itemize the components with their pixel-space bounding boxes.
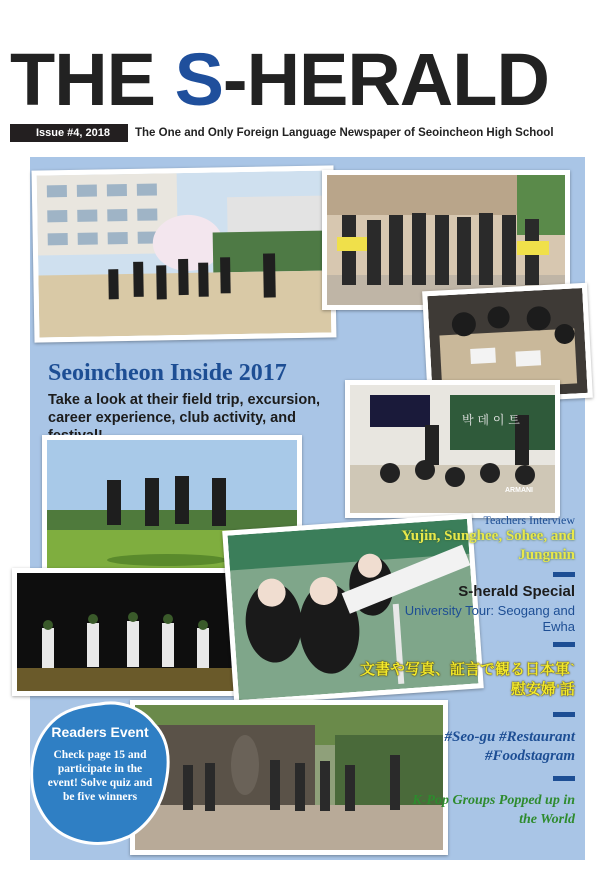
feature-title: Seoincheon Inside 2017	[48, 360, 287, 386]
feature-subtitle: Take a look at their field trip, excursion, career experience, club activity, and	[48, 392, 321, 426]
special-subtitle: University Tour: Seogang and Ewha	[404, 603, 575, 634]
screen-text: 박 데 이 트	[462, 413, 520, 427]
masthead-herald: -HERALD	[222, 38, 549, 121]
masthead-the: THE	[10, 38, 175, 121]
readers-event-title: Readers Event	[51, 724, 149, 740]
photo-stage-dance	[12, 568, 242, 696]
teachers-interview-label: Teachers Interview	[483, 513, 575, 527]
classroom-debate-scene	[350, 385, 555, 513]
divider-rule	[553, 776, 575, 781]
armani-shirt-text: ARMANI	[505, 487, 533, 494]
photo-schoolyard	[32, 165, 337, 342]
readers-event-body: Check page 15 and participate in the event! Solve quiz and be five winners	[47, 749, 153, 803]
divider-rule	[553, 712, 575, 717]
tagline: The One and Only Foreign Language Newspaper of Seoincheon High School	[135, 127, 554, 139]
readers-event-badge	[30, 700, 170, 845]
seogu-headline: #Seo-gu #Restaurant #Foodstagram	[444, 729, 575, 764]
japanese-headline: 文書や写真、証言で観る日本軍`慰安婦'話	[360, 662, 575, 698]
photo-statue-group	[130, 700, 448, 855]
schoolyard-scene	[37, 170, 332, 337]
special-title: S-herald Special	[458, 583, 575, 600]
masthead-s: S	[174, 38, 223, 121]
kpop-headline: K-Pop Groups Popped up in the World	[412, 793, 575, 827]
photo-classroom-debate	[345, 380, 560, 518]
divider-rule	[553, 642, 575, 647]
masthead-title	[10, 40, 610, 120]
issue-label: Issue #4, 2018	[10, 124, 128, 142]
divider-rule	[553, 572, 575, 577]
stage-dance-scene	[17, 573, 237, 691]
statue-group-scene	[135, 705, 443, 850]
teachers-interview-names: Yujin, Sunghee, Sohee, and Jungmin	[401, 528, 575, 563]
